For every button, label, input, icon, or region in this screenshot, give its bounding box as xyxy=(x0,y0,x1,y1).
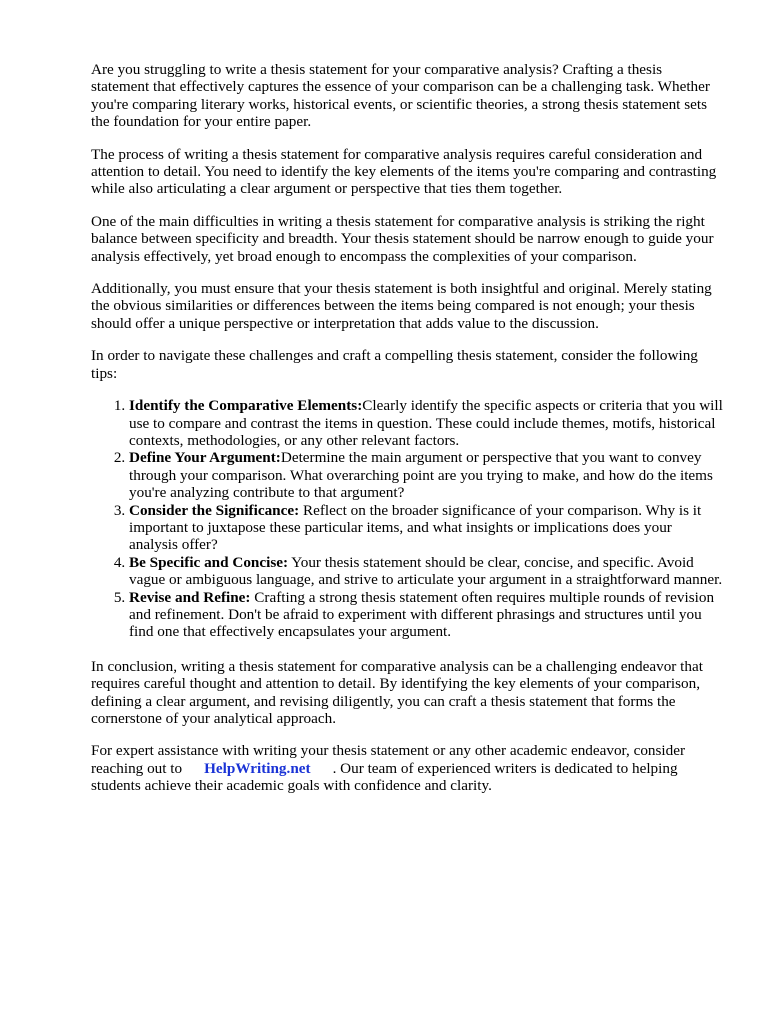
helpwriting-link[interactable]: HelpWriting.net xyxy=(204,759,311,777)
tip-item-specific-concise xyxy=(129,554,723,589)
intro-paragraph: Are you struggling to write a thesis statement for your comparative analysis? Crafting a thesis statement that effectively captures the essence of your comparison can be a challenging task. Whether you're comparing literary works, historical events, or scientific theories, a strong thesis statement sets the foundation for your entire paper. xyxy=(91,61,710,131)
tip-title: Be Specific and Concise: xyxy=(129,553,289,571)
tip-item-significance xyxy=(129,502,723,554)
closing-text-before: For expert assistance with writing your thesis statement or any other academic endeavor, consider reaching out to xyxy=(91,742,686,777)
tips-list xyxy=(91,397,723,641)
tip-title: Identify the Comparative Elements: xyxy=(129,397,363,415)
originality-paragraph: Additionally, you must ensure that your thesis statement is both insightful and original. Merely stating the obvious similarities or differences between the items being compared is not enough; your thesis should offer a unique perspective or interpretation that adds value to the discussion. xyxy=(91,280,712,332)
conclusion-paragraph: In conclusion, writing a thesis statement for comparative analysis can be a challenging endeavor that requires careful thought and attention to detail. By identifying the key elements of your comparison, defining a clear argument, and revising diligently, you can craft a thesis statement that forms the cornerstone of your analytical approach. xyxy=(91,657,703,727)
tip-text: Crafting a strong thesis statement often requires multiple rounds of revision and refinement. Don't be afraid to experiment with different phrasings and structures until you find one that effectively encapsulates your argument. xyxy=(129,588,715,641)
tip-text: Your thesis statement should be clear, concise, and specific. Avoid vague or ambiguous language, and strive to articulate your argument in a straightforward manner. xyxy=(129,553,723,589)
tip-text: Determine the main argument or perspective that you want to convey through your comparison. What overarching point are you trying to make, and how do the items you're analyzing contribute to that argument? xyxy=(129,449,713,502)
tips-intro-paragraph: In order to navigate these challenges and craft a compelling thesis statement, consider the following tips: xyxy=(91,347,698,382)
tip-text: Reflect on the broader significance of your comparison. Why is it important to juxtapose these particular items, and what insights or implications does your analysis offer? xyxy=(129,501,702,554)
tip-text: Clearly identify the specific aspects or criteria that you will use to compare and contrast the items in question. These could include themes, motifs, historical contexts, methodologies, or any other relevant factors. xyxy=(129,397,723,449)
difficulties-paragraph: One of the main difficulties in writing a thesis statement for comparative analysis is striking the right balance between specificity and breadth. Your thesis statement should be narrow enough to guide your analysis effectively, yet broad enough to encompass the complexities of your comparison. xyxy=(91,212,714,265)
tip-item-revise-refine xyxy=(129,589,723,641)
closing-paragraph xyxy=(91,742,723,794)
process-paragraph: The process of writing a thesis statement for comparative analysis requires careful consideration and attention to detail. You need to identify the key elements of the items you're comparing and contrasting while also articulating a clear argument or perspective that ties them together. xyxy=(91,145,717,198)
closing-text-after: . Our team of experienced writers is dedicated to helping students achieve their academic goals with confidence and clarity. xyxy=(91,759,678,795)
tip-item-define-argument xyxy=(129,449,723,501)
tip-title: Consider the Significance: xyxy=(129,501,300,519)
tip-title: Define Your Argument: xyxy=(129,449,281,467)
tip-title: Revise and Refine: xyxy=(129,588,251,606)
document-body xyxy=(91,61,723,810)
tip-item-comparative-elements xyxy=(129,397,723,449)
